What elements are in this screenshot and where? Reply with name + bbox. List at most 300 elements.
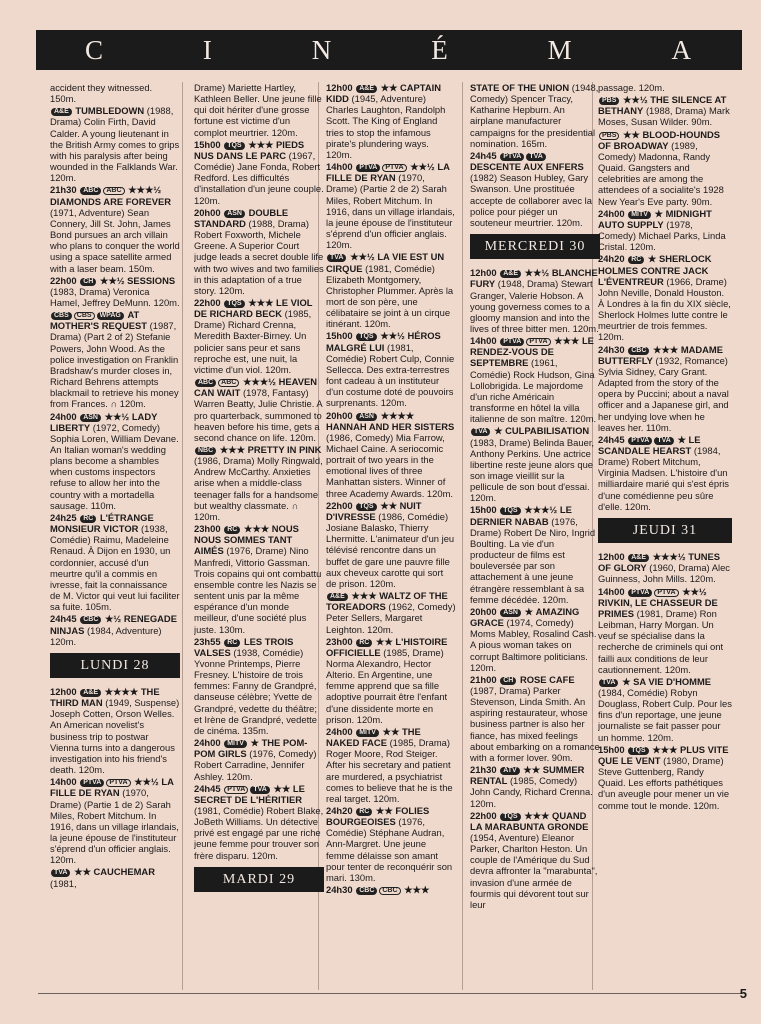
channel-badge: NBC	[195, 447, 216, 455]
film-title: LE SECRET DE L'HÉRITIER	[194, 782, 305, 805]
film-description: (1974, Comedy) Moms Mabley, Rosalind Cash. A pious woman takes on corrupt Baltimore politicians. 120m.	[470, 617, 597, 673]
film-description: (1980, Drame) Steve Guttenberg, Randy Quaid. Les efforts pathétiques d'un aveugle pour mener un vie comme tout le monde. 120m.	[598, 754, 730, 811]
film-title: LA FILLE DE RYAN	[50, 776, 174, 799]
listing-time: 21h00	[470, 673, 497, 685]
channel-badge: ATV	[500, 767, 519, 775]
channel-badge: ASN	[356, 413, 377, 421]
listing-entry	[326, 251, 456, 329]
rating-stars: ★★	[377, 82, 398, 93]
listing-entry	[598, 253, 732, 342]
film-description: (1986, Comedy) Mia Farrow, Michael Caine. A seriocomic portrait of two years in the emotional lives of three Manhattan sisters. Winner of three Academy Awards. 120m.	[326, 431, 453, 499]
listing-entry	[598, 129, 732, 207]
film-description: (1988, Drama) Mark Moses, Susan Wilder. 90m.	[598, 105, 730, 128]
rating-stars: ★★½	[521, 267, 550, 279]
listing-time: 20h00	[470, 605, 497, 617]
film-description: (1981,	[50, 877, 77, 889]
listing-entry	[194, 636, 324, 736]
channel-badge: TVA	[51, 869, 70, 877]
rating-stars: ★	[247, 737, 259, 749]
film-description: (1976, Comedy) Robert Carradine, Jennifer Ashley. 120m.	[194, 748, 317, 782]
rating-stars: ★★★	[348, 590, 377, 602]
listing-column	[194, 82, 324, 990]
listing-time: 14h00	[326, 161, 353, 173]
channel-badge: TVA	[327, 254, 346, 262]
rating-stars: ★★★	[241, 523, 270, 535]
listing-entry	[194, 737, 324, 782]
rating-stars: ★★★	[401, 884, 430, 896]
listing-entry	[50, 184, 180, 273]
channel-badge: A&E	[80, 689, 101, 697]
rating-stars: ★★★½	[240, 376, 276, 388]
channel-badge: TQS	[628, 747, 648, 755]
film-title: THE POM-POM GIRLS	[194, 737, 308, 760]
channel-badge: PTVA	[628, 589, 652, 597]
film-title: AT MOTHER'S REQUEST	[50, 309, 148, 332]
listing-entry	[326, 82, 456, 160]
film-description: (1971, Adventure) Sean Connery, Jill St. John, James Bond pursues an arch villain who plans to conquer the world using a space satellite armed with a laser beam. 150m.	[50, 206, 180, 274]
film-description: (1981, Drame) Ron Leibman, Harry Morgan. Un veuf se spécialise dans la recherche de criminels qui ont failli aux conditions de leur cautionnement. 120m.	[598, 607, 724, 675]
channel-badge: PBS	[599, 132, 619, 140]
channel-badge: TVA	[250, 786, 269, 794]
channel-badge: TQS	[356, 503, 376, 511]
listing-time: 15h00	[326, 330, 353, 342]
listing-entry	[470, 504, 600, 604]
rating-stars: ★★½	[101, 410, 130, 422]
film-description: (1986, Comédie) Josiane Balasko, Thierry Lhermitte. L'animateur d'un jeu télévisé rencontre dans un buffet de gare une pauvre fille aux cheveux carotte qui sort de prison. 120m.	[326, 510, 455, 589]
film-title: HÉROS MALGRÉ LUI	[326, 330, 441, 353]
channel-badge: RC	[356, 639, 372, 647]
listing-entry	[326, 500, 456, 589]
film-description: (1976, Drame) Nino Manfredi, Vittorio Gassman. Trois copains qui ont combattu ensemble contre les Nazis se sentent unis par la même espérance d'un monde meilleur, d'une société plus juste. 130m.	[194, 545, 322, 635]
channel-badge: MITV	[356, 729, 379, 737]
film-title: CAPTAIN KIDD	[326, 82, 441, 105]
rating-stars: ★★★	[245, 138, 274, 150]
rating-stars: ★★★½	[649, 551, 686, 563]
listing-entry	[470, 674, 600, 763]
rating-stars: ★★★	[245, 296, 274, 308]
listing-entry	[598, 434, 732, 512]
channel-badge: RC	[224, 639, 240, 647]
channel-badge: CBS	[74, 312, 95, 320]
listing-entry	[598, 551, 732, 584]
rating-stars: ★★	[373, 805, 393, 816]
channel-badge: PTVA	[628, 437, 652, 445]
film-title: RIVKIN, LE CHASSEUR DE PRIMES	[598, 596, 718, 619]
film-title: CAUCHEMAR	[93, 866, 155, 878]
channel-badge: TQS	[224, 142, 244, 150]
channel-badge: RC	[80, 515, 96, 523]
listing-time: 23h00	[326, 635, 353, 647]
channel-badge: ASN	[80, 414, 101, 422]
listing-time: 24h45	[598, 433, 625, 445]
rating-stars: ★	[491, 425, 503, 437]
day-header: JEUDI 31	[598, 518, 732, 543]
film-description: (1966, Drame) John Neville, Donald Houston. À Londres à la fin du XIX siècle, Sherlock Holmes lutte contre le meurtrier de trois femmes. 120m.	[598, 275, 731, 343]
listing-time: 24h45	[194, 782, 221, 794]
film-description: (1988, Drama) Colin Firth, David Calder. A young lieutenant in the British Army comes to grips with his paralysis after being wounded in the Falklands War. 120m.	[50, 105, 180, 184]
film-title: HEAVEN CAN WAIT	[194, 376, 317, 399]
rating-stars: ★	[674, 433, 686, 445]
channel-badge: TVA	[471, 428, 490, 436]
channel-badge: PTVA	[526, 338, 550, 346]
film-description: (1978, Fantasy) Warren Beatty, Julie Christie. A pro quarterback, summoned to heaven before his time, gets a second chance on life. 120m.	[194, 387, 323, 443]
listing-time: 22h00	[326, 499, 353, 511]
listing-time: 22h00	[50, 274, 77, 286]
film-title: TUNES OF GLORY	[598, 551, 721, 574]
film-title: HANNAH AND HER SISTERS	[326, 420, 455, 432]
channel-badge: RC	[628, 256, 644, 264]
listing-time: 14h00	[598, 585, 625, 597]
listing-entry	[598, 586, 732, 675]
listing-time: 15h00	[194, 138, 221, 150]
channel-badge: TQS	[500, 813, 520, 821]
channel-badge: A&E	[356, 85, 377, 93]
rating-stars: ★★★	[649, 743, 678, 755]
listing-time: 23h00	[194, 523, 221, 535]
listing-entry	[50, 411, 180, 511]
channel-badge: A&E	[628, 554, 649, 562]
rating-stars: ★★½	[97, 274, 125, 286]
channel-badge: PTVA	[224, 786, 248, 794]
film-description: (1983, Drame) Belinda Bauer, Anthony Perkins. Une actrice libertine reste jeune alors que son image vieillit sur la pellicule de son bout d'essai. 120m.	[470, 436, 595, 504]
film-title: PIEDS NUS DANS LE PARC	[194, 138, 305, 161]
film-title: BLOOD-HOUNDS OF BROADWAY	[598, 128, 721, 151]
film-title: CULPABILISATION	[505, 425, 590, 437]
listing-time: 14h00	[50, 776, 77, 788]
film-title: NUIT D'IVRESSE	[326, 499, 422, 522]
rating-stars: ★★½	[377, 330, 405, 342]
rating-stars: ★★	[71, 866, 91, 878]
film-description: (1961, Comédie) Rock Hudson, Gina Lollobrigida. Le majordome d'un riche Américain transforme en hôtel la villa italienne de son maître. 120m.	[470, 357, 597, 425]
listing-time: 21h30	[50, 184, 77, 196]
film-description: (1967, Comédie) Jane Fonda, Robert Redford. Les difficultés d'installation d'un jeune couple. 120m.	[194, 149, 324, 206]
rating-stars: ★★	[379, 725, 400, 737]
listing-entry	[194, 376, 324, 443]
listing-time: 12h00	[50, 685, 77, 697]
film-description: (1954, Aventure) Eleanor Parker, Charlton Heston. Un couple de l'Amérique du Sud devra affronter la "marabunta", invasion d'une armée de fourmis qui dévorent tout sur leur	[470, 832, 598, 910]
listing-entry	[50, 309, 180, 409]
channel-badge: TVA	[526, 153, 545, 161]
listing-entry	[50, 686, 180, 775]
rating-stars: ★★★★	[101, 685, 139, 697]
film-description: (1960, Drama) Alec Guinness, John Mills. 120m.	[598, 562, 730, 585]
listing-time: 12h00	[470, 267, 497, 279]
listing-time: 24h45	[470, 149, 497, 161]
channel-badge: PBS	[599, 97, 619, 105]
listing-time: 20h00	[326, 409, 353, 421]
listing-entry	[598, 208, 732, 253]
listing-entry	[470, 810, 600, 910]
film-description: (1970, Drame) (Partie 2 de 2) Sarah Miles, Robert Mitchum. In 1916, dans un village irlandais, la jeune épouse de l'instituteur s'éprend d'un officier anglais. 120m.	[326, 172, 455, 251]
channel-badge: A&E	[500, 270, 521, 278]
film-description: (1988, Drama) Robert Foxworth, Michele Greene. A Superior Court judge leads a secret double life with two wives and two families in this adaptation of a true story. 120m.	[194, 217, 324, 296]
listing-entry	[470, 82, 600, 149]
channel-badge: CBC	[628, 347, 649, 355]
listing-entry	[50, 866, 180, 888]
listing-column	[470, 82, 600, 990]
film-title: SHERLOCK HOLMES CONTRE JACK L'ÉVENTREUR	[598, 253, 712, 287]
listing-time: 12h00	[598, 551, 625, 563]
channel-badge: A&E	[327, 593, 348, 601]
channel-badge: MITV	[628, 211, 651, 219]
listing-entry	[326, 590, 456, 635]
rating-stars: ★★	[520, 764, 541, 776]
listing-time: 24h25	[50, 511, 77, 523]
channel-badge: CH	[500, 677, 516, 685]
film-title: DIAMONDS ARE FOREVER	[50, 195, 172, 207]
listing-time: 22h00	[470, 809, 497, 821]
day-header: LUNDI 28	[50, 653, 180, 678]
channel-badge: ABC	[80, 187, 101, 195]
film-title: L'ÉTRANGE MONSIEUR VICTOR	[50, 511, 154, 535]
film-description: (1972, Comedy) Sophia Loren, William Devane. An Italian woman's wedding plans become a shambles when customs inspectors refuse to allow her into the country with a mortadella sausage. 110m.	[50, 421, 179, 511]
rating-stars: ★	[645, 253, 657, 265]
listing-time: 20h00	[194, 206, 221, 218]
rating-stars: ★½	[102, 613, 122, 625]
listing-column	[598, 82, 732, 990]
film-description: accident they witnessed. 150m.	[50, 82, 153, 105]
film-description: (1985, Drama) Roger Moore, Rod Steiger. After his secretary and patient are murdered, a psychiatrist comes to believe that he is the real target. 120m.	[326, 737, 453, 804]
film-description: (1938, Comédie) Yvonne Printemps, Pierre Fresney. L'histoire de trois femmes: Fanny de Grandpré, danseuse célèbre; Yvette de Grandpré, vedette du théâtre; et Irène de Grandpré, vedette de cinéma. 135m.	[194, 646, 317, 736]
listing-entry	[50, 105, 180, 183]
film-title: DOUBLE STANDARD	[194, 206, 289, 229]
film-description: (1982) Season Hubley, Gary Swanson. Une prostituée accepte de collaborer avec la police pour piéger un souteneur meurtrier. 120m.	[470, 172, 592, 228]
film-description: (1987, Drama) Parker Stevenson, Linda Smith. An aspiring restaurateur, whose business partner is also her fiance, has mixed feelings about embarking on a romance with a former lover. 90m.	[470, 684, 600, 763]
listing-entry	[470, 764, 600, 809]
listing-entry	[470, 267, 600, 334]
listing-time: 24h45	[50, 613, 77, 625]
rating-stars: ★★★	[217, 444, 245, 455]
channel-badge: ASN	[224, 210, 245, 218]
film-title: LE DERNIER NABAB	[470, 504, 572, 527]
film-description: (1978, Comedy) Michael Parks, Linda Cristal. 120m.	[598, 218, 726, 253]
film-description: (1949, Suspense) Joseph Cotten, Orson Welles. An American novelist's business trip to postwar Vienna turns into a dangerous investigation into his friend's death. 120m.	[50, 697, 180, 776]
rating-stars: ★★½	[620, 94, 648, 106]
channel-badge: ASN	[500, 609, 521, 617]
banner-letter: N	[311, 34, 334, 65]
channel-badge: PTVA	[654, 589, 678, 597]
page-number: 5	[739, 986, 747, 1001]
film-description: (1932, Romance) Sylvia Sidney, Cary Grant. Adapted from the story of the opera by Puccini; about a naval officer and a Japanese girl, and her undying love when he leaves her. 110m.	[598, 354, 729, 433]
channel-badge: ABC	[218, 379, 239, 387]
film-title: PRETTY IN PINK	[247, 444, 322, 455]
channel-badge: CH	[80, 278, 96, 286]
banner-letter: I	[202, 34, 214, 65]
day-header: MERCREDI 30	[470, 234, 600, 259]
film-title: SUMMER RENTAL	[470, 764, 585, 787]
channel-badge: PTVA	[356, 164, 380, 172]
listing-time: 24h00	[50, 410, 77, 422]
day-header: MARDI 29	[194, 867, 324, 892]
film-description: (1948, Drama) Stewart Granger, Valerie Hobson. A young governess comes to a gloomy mansion and into the lives of three bitter men. 120m.	[470, 278, 599, 334]
film-title: NOUS NOUS SOMMES TANT AIMÉS	[194, 523, 299, 557]
banner-letter: C	[84, 34, 105, 65]
rating-stars: ★★	[373, 635, 393, 647]
channel-badge: CBS	[51, 312, 72, 320]
listing-entry	[50, 776, 180, 865]
film-description: (1981, Comédie) Robert Culp, Connie Sellecca. Des extra-terrestres font cadeau à un instituteur d'un costume doté de pouvoirs surprenants. 120m.	[326, 341, 455, 409]
listing-time: 24h20	[598, 253, 625, 265]
rating-stars: ★★★	[551, 335, 580, 347]
channel-badge: RC	[224, 526, 240, 534]
film-description: (1948, Comedy) Spencer Tracy, Katharine Hepburn. An airplane manufacturer campaigns for the presidential nomination. 165m.	[470, 82, 599, 149]
film-title: AMAZING GRACE	[470, 605, 580, 629]
film-description: (1976, Drame) Robert De Niro, Ingrid Boulting. La vie d'un producteur de films est bouleversée par son attachement à une jeune étrangère ressemblant à sa femme décédée. 120m.	[470, 515, 596, 605]
film-title: TUMBLEDOWN	[75, 105, 145, 117]
rating-stars: ★★½	[347, 251, 375, 263]
listing-entry	[194, 783, 324, 861]
rating-stars: ★★	[620, 128, 640, 140]
listing-entry	[194, 139, 324, 206]
film-title: ROSE CAFE	[519, 673, 575, 685]
film-description: (1945, Adventure) Charles Laughton, Randolph Scott. The King of England tries to stop the infamous pirate's plundering ways. 120m.	[326, 93, 446, 160]
listing-entry	[194, 82, 324, 138]
listing-entry	[470, 425, 600, 503]
film-title: THE SILENCE AT BETHANY	[598, 94, 727, 117]
listing-entry	[194, 444, 324, 522]
film-title: LE SCANDALE HEARST	[598, 433, 701, 456]
listing-entry	[326, 805, 456, 883]
channel-badge: TVA	[654, 437, 673, 445]
section-banner	[36, 30, 742, 70]
listing-entry	[470, 335, 600, 424]
rating-stars: ★★★	[650, 343, 679, 355]
film-title: LES TROIS VALSES	[194, 635, 294, 658]
listing-entry	[326, 161, 456, 250]
film-title: QUAND LA MARABUNTA GRONDE	[470, 809, 589, 832]
channel-badge: PTVA	[106, 779, 130, 787]
channel-badge: MITV	[224, 740, 247, 748]
film-description: (1983, Drama) Veronica Hamel, Jeffrey DeMunn. 120m.	[50, 285, 180, 308]
listing-entry	[326, 330, 456, 408]
film-title: L'HISTOIRE OFFICIELLE	[326, 635, 448, 658]
film-description: (1986, Drama) Molly Ringwald, Andrew McCarthy. Anxieties arise when a middle-class teenager falls for a handsome but wealthy classmate. ∩ 120m.	[194, 455, 323, 522]
channel-badge: TQS	[224, 300, 244, 308]
film-title: LA FILLE DE RYAN	[326, 161, 450, 184]
banner-letter: A	[671, 34, 694, 65]
channel-badge: CBC	[356, 887, 377, 895]
film-description: (1987, Drama) (Part 2 of 2) Stefanie Powers, John Wood. As the police investigation on Franklin Bradshaw's murder closes in, Richard Behrens attempts blackmail to retrieve his money from Frances. ∩ 120m.	[50, 320, 179, 410]
listing-entry	[470, 150, 600, 228]
film-title: LE VIOL DE RICHARD BECK	[194, 296, 313, 320]
listing-time: 24h30	[598, 343, 625, 355]
footer-rule	[38, 993, 742, 994]
listing-entry	[326, 726, 456, 804]
channel-badge: CBC	[379, 887, 400, 895]
film-title: DESCENTE AUX ENFERS	[470, 161, 584, 173]
film-description: passage. 120m.	[598, 82, 665, 93]
channel-badge: A&E	[51, 108, 72, 116]
channel-badge: TQS	[500, 507, 520, 515]
film-title: MIDNIGHT AUTO SUPPLY	[598, 207, 712, 230]
listing-entry	[470, 606, 600, 673]
channel-badge: PTVA	[500, 153, 524, 161]
banner-letter: M	[547, 34, 574, 65]
rating-stars: ★★★★	[377, 409, 415, 421]
listing-time: 15h00	[598, 743, 625, 755]
rating-stars: ★★½	[407, 161, 435, 173]
film-title: SESSIONS	[127, 274, 176, 286]
listing-time: 24h30	[326, 884, 353, 896]
listing-time: 12h00	[326, 82, 353, 93]
channel-badge: WPAG	[97, 312, 124, 320]
channel-badge: TQS	[356, 333, 376, 341]
film-description: (1981, Comédie) Robert Blake, JoBeth Williams. Un détective privé est engagé par une riche jeune femme pour trouver son frère disparu. 120m.	[194, 805, 324, 861]
listing-entry	[50, 82, 180, 104]
channel-badge: PTVA	[382, 164, 406, 172]
listing-column	[326, 82, 456, 990]
film-description: (1976, Comédie) Stéphane Audran, Ann-Margret. Une jeune femme délaisse son amant pour tenter de reconquérir son mari. 130m.	[326, 816, 453, 883]
listing-time: 22h00	[194, 296, 221, 308]
listing-entry	[194, 207, 324, 296]
listing-entry	[326, 410, 456, 499]
channel-badge: RC	[356, 808, 372, 816]
film-description: (1938, Comédie) Raimu, Madeleine Renaud. À Dijon en 1930, un cordonnier, accusé d'un meurtre qu'il a commis en ivresse, fait la connaissance de M. Victor qui veut lui faciliter sa fuite. 105m.	[50, 523, 180, 613]
listing-entry	[598, 744, 732, 811]
listing-entry	[598, 94, 732, 127]
listing-time: 24h00	[326, 725, 353, 737]
film-title: FOLIES BOURGEOISES	[326, 805, 430, 828]
rating-stars: ★★★	[521, 809, 550, 821]
listing-entry	[326, 636, 456, 725]
listing-entry	[598, 344, 732, 433]
rating-stars: ★★	[377, 499, 398, 511]
film-description: (1989, Comedy) Madonna, Randy Quaid. Gangsters and celebrities are among the attendees of a socialite's 1928 New Year's Eve party. 90m.	[598, 139, 724, 207]
listing-time: 24h00	[194, 737, 221, 749]
film-title: THE NAKED FACE	[326, 725, 421, 749]
film-title: PLUS VITE QUE LE VENT	[598, 743, 729, 766]
channel-badge: CBC	[80, 616, 101, 624]
rating-stars: ★	[619, 675, 631, 687]
rating-stars: ★★	[270, 782, 291, 794]
listing-entry	[194, 523, 324, 635]
film-title: LA VIE EST UN CIRQUE	[326, 251, 445, 274]
listing-time: 23h55	[194, 635, 221, 647]
banner-letter: É	[431, 34, 450, 65]
film-description: (1962, Comedy) Peter Sellers, Margaret Leighton. 120m.	[326, 601, 456, 635]
film-description: (1981, Comédie) Elizabeth Montgomery, Christopher Plummer. Après la mort de son père, une célibataire se joint à un cirque itinérant. 120m.	[326, 262, 454, 330]
film-description: (1984, Adventure) 120m.	[50, 624, 162, 647]
film-description: (1985, Comedy) John Candy, Richard Crenna. 120m.	[470, 775, 593, 809]
rating-stars: ★★★½	[521, 504, 558, 516]
listing-entry	[50, 613, 180, 646]
listings	[38, 82, 742, 990]
listing-entry	[598, 676, 732, 743]
rating-stars: ★★½	[679, 585, 707, 597]
rating-stars: ★★½	[131, 776, 159, 788]
listing-column	[50, 82, 180, 990]
rating-stars: ★	[521, 605, 533, 617]
film-description: (1985, Drame) Richard Crenna, Meredith Baxter-Birney. Un policier sans peur et sans reproche est, une nuit, la victime d'un viol. 120m.	[194, 308, 312, 375]
listing-entry	[598, 82, 732, 93]
film-description: (1985, Drame) Norma Alexandro, Hector Alterio. En Argentine, une femme apprend que sa fille adoptive pourrait être l'enfant d'une dissidente morte en prison. 120m.	[326, 646, 448, 725]
channel-badge: PTVA	[500, 338, 524, 346]
channel-badge: TVA	[599, 679, 618, 687]
listing-time: 15h00	[470, 504, 497, 516]
film-description: (1984, Comédie) Robyn Douglass, Robert Culp. Pour les fins d'un reportage, une jeune journaliste se fait passer pour un homme. 120m.	[598, 686, 732, 743]
film-title: LE RENDEZ-VOUS DE SEPTEMBRE	[470, 335, 594, 369]
listing-entry	[326, 884, 456, 895]
film-title: THE THIRD MAN	[50, 685, 160, 709]
film-description: (1970, Drame) (Partie 1 de 2) Sarah Miles, Robert Mitchum. In 1916, dans un village irlandais, la jeune épouse de l'instituteur s'éprend d'un officier anglais. 120m.	[50, 787, 179, 866]
film-description: (1984, Drame) Robert Mitchum, Virginia Madsen. L'histoire d'un milliardaire marié qui s'est épris d'une comédienne peu sûre d'elle. 120m.	[598, 445, 729, 512]
film-title: WALTZ OF THE TOREADORS	[326, 590, 448, 613]
listing-entry	[50, 512, 180, 612]
channel-badge: ABC	[195, 379, 216, 387]
listing-time: 24h20	[326, 805, 353, 816]
film-title: SA VIE D'HOMME	[633, 675, 712, 687]
film-title: MADAME BUTTERFLY	[598, 343, 723, 366]
